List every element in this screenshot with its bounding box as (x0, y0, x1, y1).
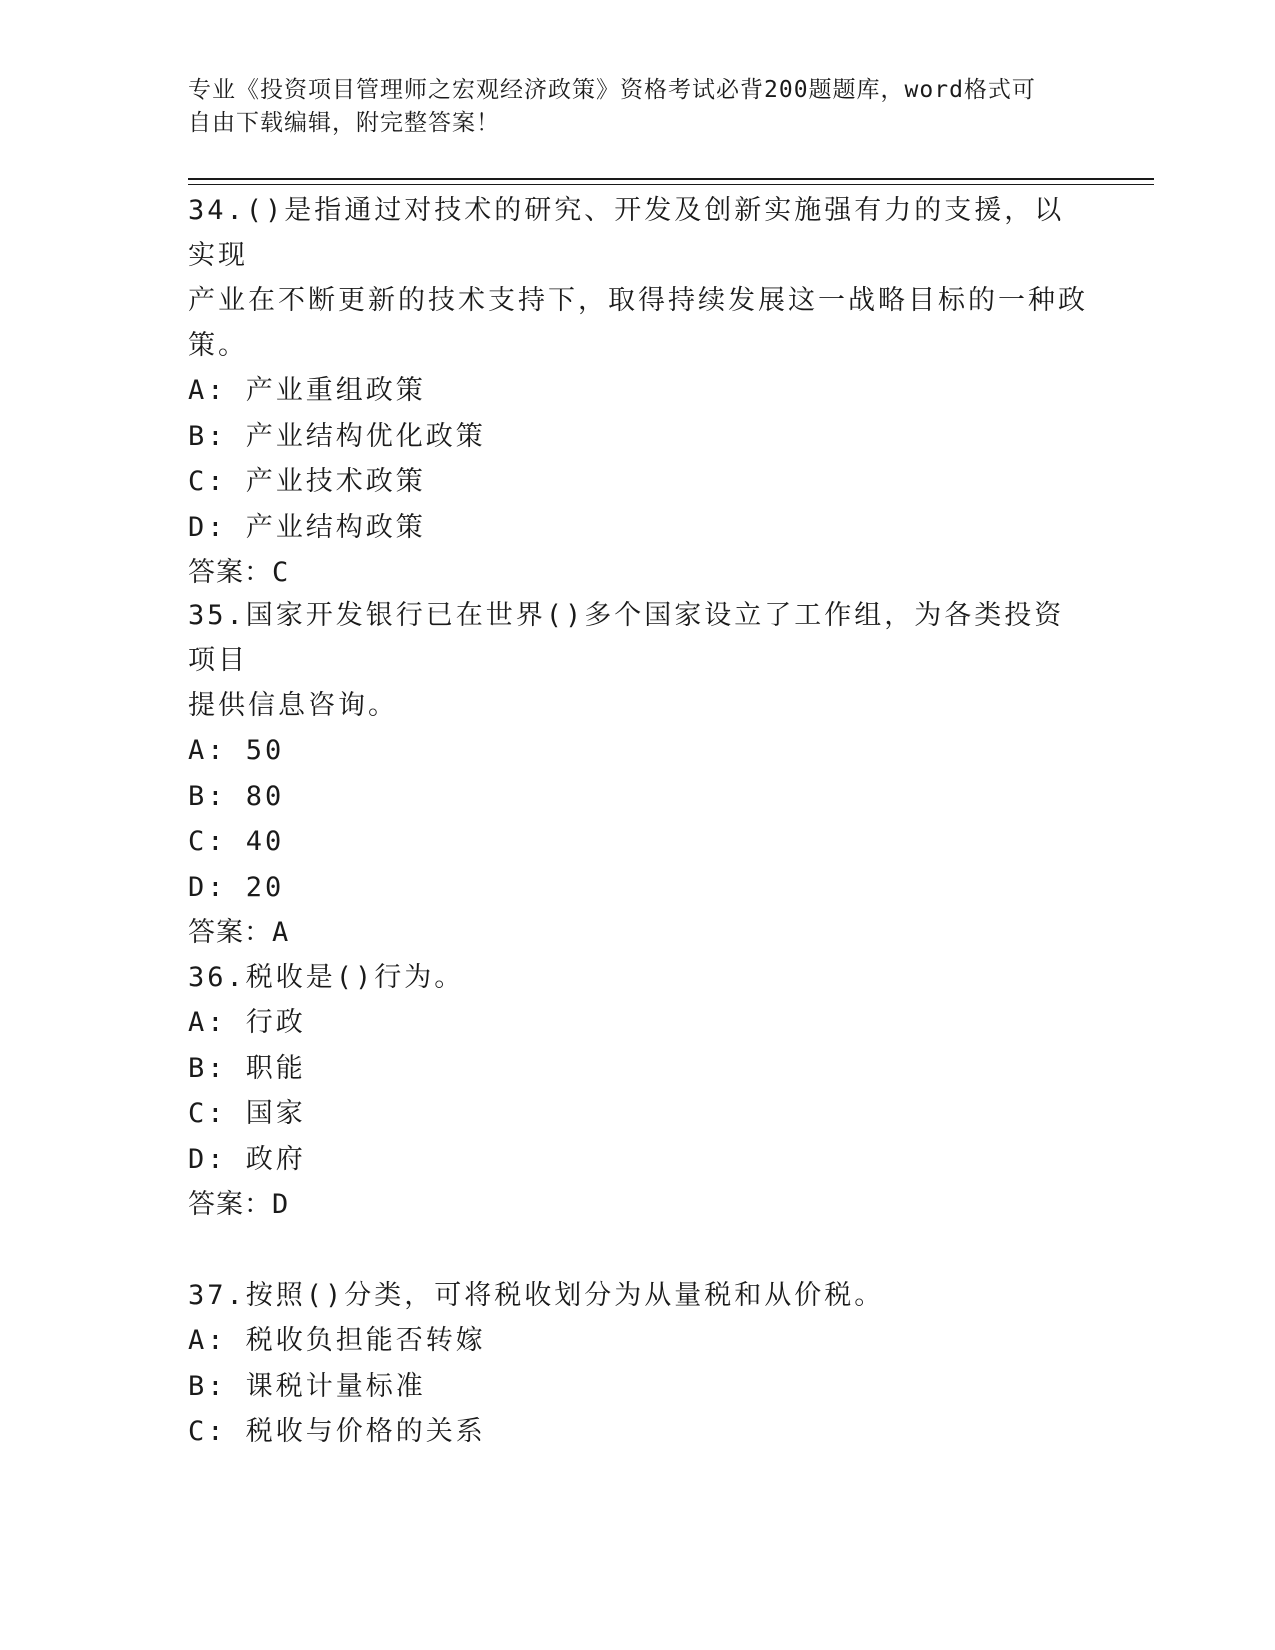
option-a (188, 728, 1088, 774)
header-line-1: 专业《投资项目管理师之宏观经济政策》资格考试必背200题题库，word格式可 (188, 77, 1036, 103)
header-divider-thick (188, 178, 1154, 180)
option-text: 20 (245, 871, 285, 903)
option-text: 国家 (245, 1098, 306, 1129)
question-34 (188, 188, 1088, 595)
answer-line (188, 1182, 1088, 1227)
option-d (188, 865, 1088, 911)
question-36 (188, 955, 1088, 1227)
option-letter: D: (188, 871, 227, 903)
option-text: 80 (245, 780, 285, 812)
header-line-2: 自由下载编辑，附完整答案！ (188, 110, 500, 136)
question-text-line: 策。 (188, 330, 248, 361)
option-a (188, 368, 1088, 414)
question-37 (188, 1273, 1088, 1455)
option-d (188, 1137, 1088, 1183)
option-letter: C: (188, 1098, 227, 1129)
option-b (188, 1364, 1088, 1410)
question-text-line: 37.按照()分类，可将税收划分为从量税和从价税。 (188, 1280, 885, 1311)
option-a (188, 1000, 1088, 1046)
question-text-line: 34.()是指通过对技术的研究、开发及创新实施强有力的支援，以实现 (188, 195, 1065, 271)
option-c (188, 1409, 1088, 1455)
option-text: 50 (245, 735, 285, 766)
option-b (188, 774, 1088, 820)
question-text-line: 36.税收是()行为。 (188, 962, 465, 993)
option-text: 40 (245, 826, 285, 857)
question-35 (188, 593, 1088, 955)
option-text: 政府 (245, 1143, 306, 1175)
option-letter: B: (188, 1052, 227, 1084)
header-divider-thin (188, 184, 1154, 185)
option-letter: A: (188, 1007, 227, 1038)
option-c (188, 459, 1088, 505)
option-b (188, 414, 1088, 460)
option-text: 行政 (245, 1007, 306, 1038)
answer-value: A (272, 917, 290, 948)
option-letter: C: (188, 1416, 227, 1447)
answer-label: 答案： (188, 917, 272, 948)
option-text: 税收负担能否转嫁 (245, 1325, 486, 1356)
answer-line (188, 550, 1088, 595)
option-letter: D: (188, 1143, 227, 1175)
question-text-line: 35.国家开发银行已在世界()多个国家设立了工作组，为各类投资项目 (188, 600, 1065, 676)
option-letter: C: (188, 466, 227, 497)
option-letter: D: (188, 511, 227, 543)
option-text: 产业技术政策 (245, 466, 426, 497)
option-text: 课税计量标准 (245, 1370, 426, 1402)
document-header (188, 74, 1068, 140)
answer-value: D (272, 1189, 290, 1220)
option-c (188, 1091, 1088, 1137)
option-text: 产业重组政策 (245, 375, 426, 406)
option-letter: A: (188, 375, 227, 406)
option-text: 税收与价格的关系 (245, 1416, 486, 1447)
option-text: 产业结构政策 (245, 511, 426, 543)
option-letter: B: (188, 1370, 227, 1402)
option-text: 产业结构优化政策 (245, 420, 486, 452)
answer-value: C (272, 557, 290, 588)
option-d (188, 505, 1088, 551)
question-text-line: 提供信息咨询。 (188, 690, 398, 721)
answer-label: 答案： (188, 557, 272, 588)
option-text: 职能 (245, 1052, 306, 1084)
option-a (188, 1318, 1088, 1364)
option-b (188, 1046, 1088, 1092)
answer-line (188, 910, 1088, 955)
question-text-line: 产业在不断更新的技术支持下，取得持续发展这一战略目标的一种政 (188, 285, 1088, 316)
option-letter: C: (188, 826, 227, 857)
option-letter: B: (188, 780, 227, 812)
option-letter: A: (188, 1325, 227, 1356)
option-letter: A: (188, 735, 227, 766)
answer-label: 答案： (188, 1189, 272, 1220)
option-c (188, 819, 1088, 865)
option-letter: B: (188, 420, 227, 452)
